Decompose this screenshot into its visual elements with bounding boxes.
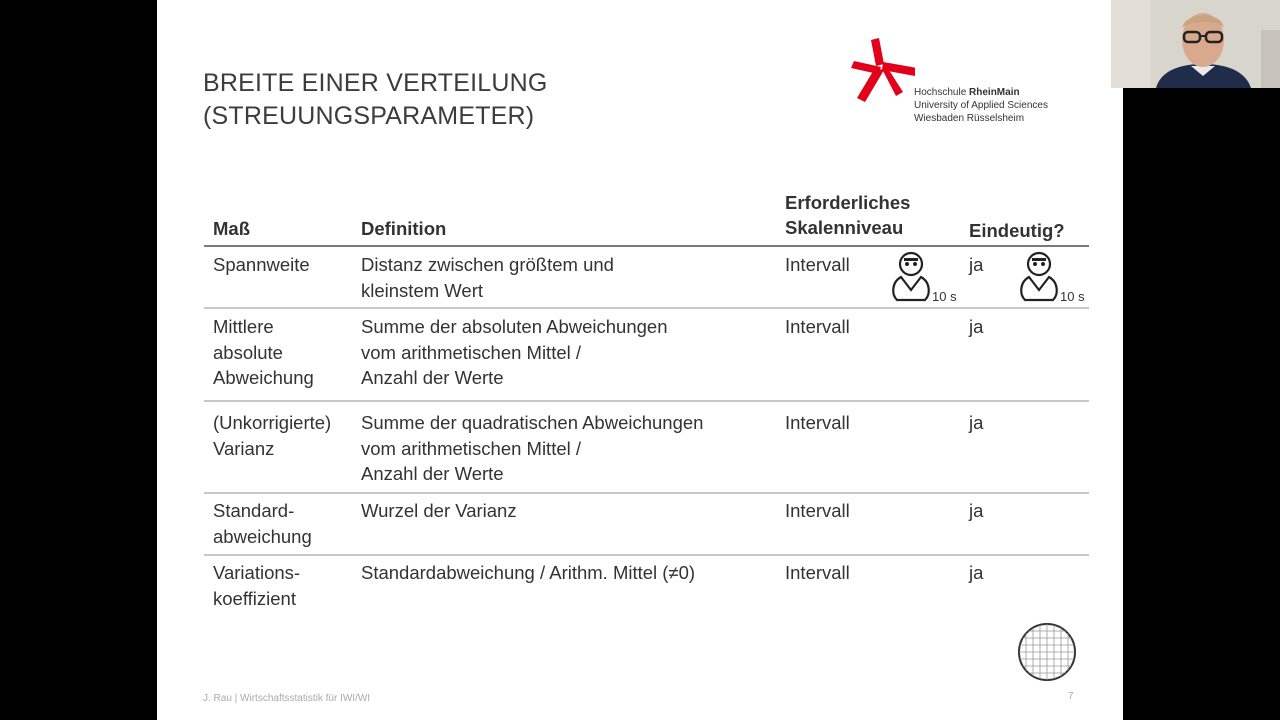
row-mass-line: absolute: [213, 341, 283, 363]
row-skala: Intervall: [785, 412, 850, 433]
logo-line2: University of Applied Sciences: [914, 100, 1048, 111]
header-eindeutig: Eindeutig?: [969, 220, 1065, 241]
row-mass-line: koeffizient: [213, 587, 296, 609]
row-mass-line: Standard-: [213, 500, 295, 521]
header-skala-line2: Skalenniveau: [785, 217, 904, 238]
row-definition-line: vom arithmetischen Mittel /: [361, 437, 582, 459]
page-number: 7: [1068, 691, 1074, 702]
row-skala: Intervall: [785, 562, 850, 583]
row-mass: [213, 314, 314, 391]
logo-line1-bold: RheinMain: [969, 87, 1020, 98]
row-definition-line: kleinstem Wert: [361, 279, 483, 301]
timer-label: 10 s: [1060, 289, 1085, 304]
thinking-person-icon: [1017, 250, 1061, 304]
row-definition: [361, 410, 703, 487]
timer-skala: [889, 250, 957, 306]
row-mass-line: Mittlere: [213, 316, 274, 337]
row-definition: [361, 498, 517, 524]
row-mass: [213, 410, 331, 461]
row-mass: [213, 560, 300, 611]
row-mass-line: Spannweite: [213, 254, 310, 275]
slide-title-line1: BREITE EINER VERTEILUNG: [203, 69, 548, 97]
slide-footer: J. Rau | Wirtschaftsstatistik für IWI/WI: [203, 693, 371, 704]
row-divider: [204, 400, 1089, 402]
timer-eindeutig: [1017, 250, 1085, 306]
row-mass-line: abweichung: [213, 525, 312, 547]
row-divider: [204, 554, 1089, 556]
row-definition: [361, 314, 667, 391]
row-mass: [213, 498, 312, 549]
timer-label: 10 s: [932, 289, 957, 304]
row-definition-line: Summe der quadratischen Abweichungen: [361, 412, 704, 433]
row-definition-line: Anzahl der Werte: [361, 367, 504, 388]
presentation-slide: [157, 0, 1123, 720]
header-skala-line1: Erforderliches: [785, 192, 911, 213]
row-definition-line: vom arithmetischen Mittel /: [361, 341, 582, 363]
presenter-video-icon: [1111, 0, 1280, 88]
row-divider: [204, 492, 1089, 494]
row-mass: [213, 252, 310, 278]
logo-line3: Wiesbaden Rüsselsheim: [914, 113, 1025, 124]
row-mass-line: Abweichung: [213, 367, 314, 388]
asterisk-logo-icon: [851, 38, 915, 104]
thinking-person-icon: [889, 250, 933, 304]
row-eindeutig: ja: [969, 562, 984, 583]
logo-line1-prefix: Hochschule: [914, 87, 970, 98]
grid-globe-button[interactable]: [1017, 622, 1077, 682]
row-mass-line: Variations-: [213, 562, 301, 583]
row-definition-line: Wurzel der Varianz: [361, 500, 517, 521]
grid-globe-icon: [1017, 622, 1077, 682]
row-definition-line: Standardabweichung / Arithm. Mittel (≠0): [361, 562, 696, 583]
row-mass-line: Varianz: [213, 437, 275, 459]
row-skala: Intervall: [785, 316, 850, 337]
header-mass: Maß: [213, 218, 250, 239]
row-definition-line: Anzahl der Werte: [361, 463, 504, 484]
row-eindeutig: ja: [969, 254, 984, 275]
header-definition: Definition: [361, 218, 447, 239]
row-definition-line: Summe der absoluten Abweichungen: [361, 316, 668, 337]
row-mass-line: (Unkorrigierte): [213, 412, 332, 433]
row-divider: [204, 307, 1089, 309]
webcam-video: [1111, 0, 1280, 88]
row-eindeutig: ja: [969, 412, 984, 433]
row-skala: Intervall: [785, 254, 850, 275]
table-header-divider: [204, 245, 1089, 247]
row-eindeutig: ja: [969, 500, 984, 521]
university-logo: [849, 38, 1069, 130]
row-eindeutig: ja: [969, 316, 984, 337]
slide-title: [203, 67, 548, 133]
university-name: [914, 86, 1048, 125]
row-definition: [361, 560, 695, 586]
row-definition: [361, 252, 614, 303]
row-definition-line: Distanz zwischen größtem und: [361, 254, 614, 275]
row-skala: Intervall: [785, 500, 850, 521]
slide-title-line2: (STREUUNGSPARAMETER): [203, 102, 535, 130]
